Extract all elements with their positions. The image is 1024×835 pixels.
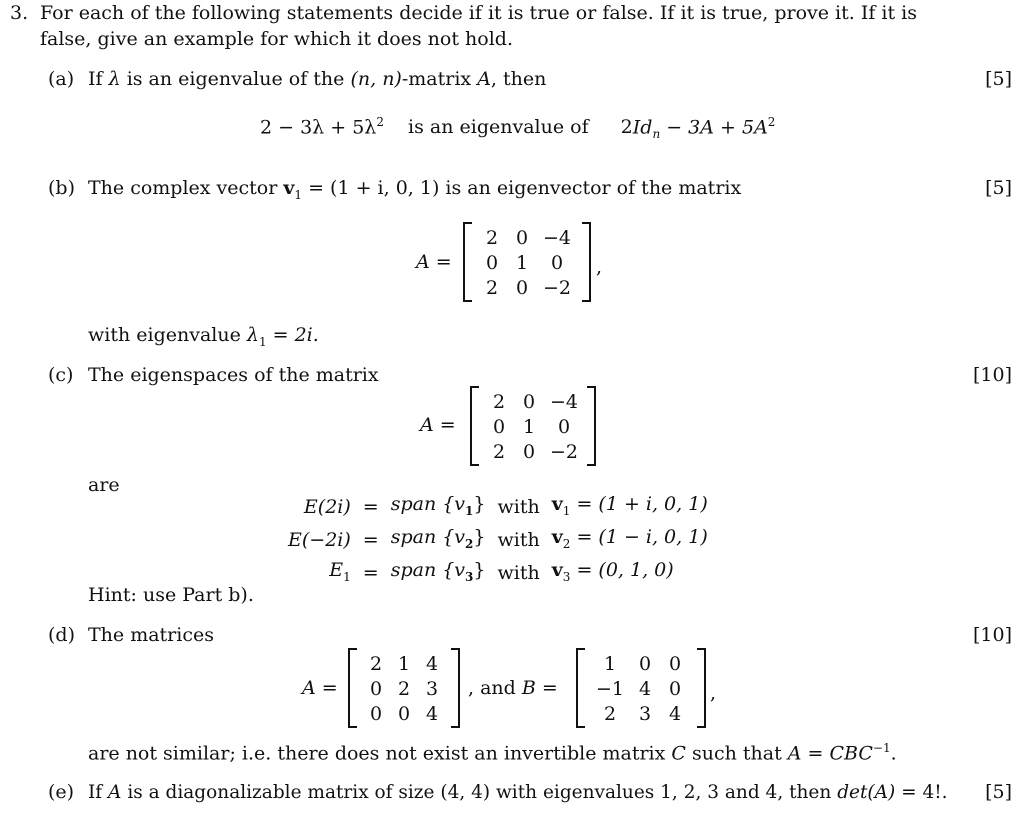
part-c-are: are bbox=[88, 474, 120, 496]
part-c-matrix-label: A = bbox=[420, 414, 456, 436]
part-b-matrix-comma: , bbox=[596, 256, 603, 278]
part-c-label: (c) bbox=[48, 364, 74, 386]
part-c-eigenspace-table bbox=[282, 491, 714, 589]
part-a-statement: If λ is an eigenvalue of the (n, n)-matrix A, then bbox=[88, 68, 547, 90]
part-d-matrix-b: 1 0 0 −1 4 0 2 3 4 bbox=[576, 648, 706, 728]
part-b-eigenvalue: with eigenvalue $\lambda_1 = 2i$. bbox=[88, 324, 319, 349]
part-d-and: , and B = bbox=[468, 677, 558, 699]
part-d-matrix-a: 2 1 4 0 2 3 0 0 4 bbox=[348, 648, 460, 728]
question-number: 3. bbox=[10, 2, 29, 24]
eigenspace-row: E(2i) = span $\{v_1\}$ with $v_1 = (1 + i$, 0, 1) bbox=[303, 493, 708, 519]
part-a-expression: $2 - 3\lambda + 5\lambda^2$ is an eigenvalue of $2Id_n - 3A + 5A^2$ bbox=[260, 115, 776, 142]
part-c-hint: Hint: use Part b). bbox=[88, 584, 254, 606]
part-d-marks: [10] bbox=[972, 624, 1012, 646]
part-e-label: (e) bbox=[48, 781, 75, 803]
part-b-label: (b) bbox=[48, 177, 75, 199]
part-d-matrix-a-label: A = bbox=[302, 677, 338, 699]
part-c-matrix: 2 0 −4 0 1 0 2 0 −2 bbox=[470, 386, 596, 466]
part-b-matrix: 2 0 −4 0 1 0 2 0 −2 bbox=[463, 222, 591, 302]
question-text-line1: For each of the following statements decide if it is true or false. If it is true, prove it. If it is bbox=[40, 2, 917, 24]
eigenspace-row: $E_1$ = span $\{v_3\}$ with $v_3 = (0$, 1, 0) bbox=[329, 558, 674, 584]
part-d-label: (d) bbox=[48, 624, 75, 646]
part-c-statement: The eigenspaces of the matrix bbox=[88, 364, 379, 386]
part-a-marks: [5] bbox=[985, 68, 1012, 90]
part-b-statement: The complex vector $v_1 = (1 + i$, 0, 1) is an eigenvector of the matrix bbox=[88, 177, 742, 202]
part-d-conclusion: are not similar; i.e. there does not exist an invertible matrix C such that $A = CBC^{-1}$. bbox=[88, 741, 897, 765]
part-e-statement: If A is a diagonalizable matrix of size (4, 4) with eigenvalues 1, 2, 3 and 4, then det(A) = 4!. bbox=[88, 782, 948, 803]
part-d-matrix-comma: , bbox=[710, 682, 717, 704]
part-e-marks: [5] bbox=[985, 781, 1012, 803]
part-b-matrix-label: A = bbox=[416, 251, 452, 273]
part-c-marks: [10] bbox=[972, 364, 1012, 386]
question-text-line2: false, give an example for which it does not hold. bbox=[40, 28, 513, 50]
part-d-statement: The matrices bbox=[88, 624, 214, 646]
eigenspace-row: E(−2i) = span $\{v_2\}$ with $v_2 = (1 - i$, 0, 1) bbox=[288, 525, 708, 552]
part-a-label: (a) bbox=[48, 68, 75, 90]
part-b-marks: [5] bbox=[985, 177, 1012, 199]
